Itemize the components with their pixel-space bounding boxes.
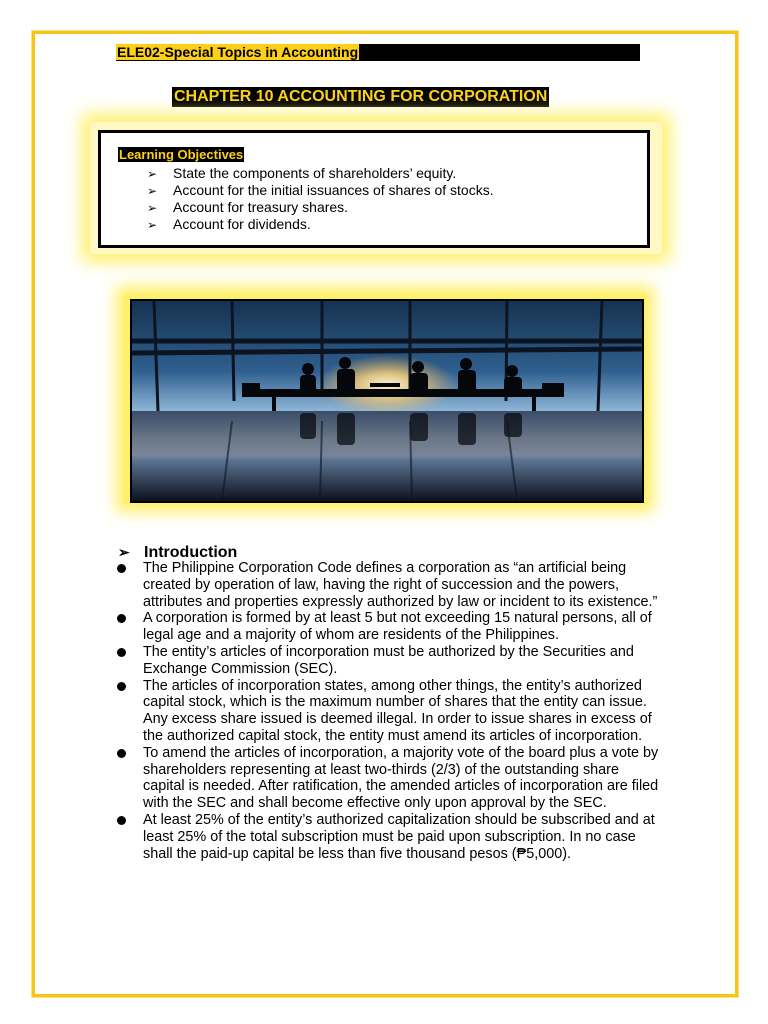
list-item: A corporation is formed by at least 5 but not exceeding 15 natural persons, all of legal age and a majority of whom are residents of the Philippines. [115, 610, 663, 644]
list-item: The Philippine Corporation Code defines a corporation as “an artificial being created by operation of law, having the right of succession and the powers, attributes and properties expressly authorized by law or incident to its existence.” [115, 560, 663, 610]
arrow-bullet-icon: ➢ [147, 184, 158, 198]
bullet-dot-icon [117, 614, 126, 623]
list-item: At least 25% of the entity’s authorized capitalization should be subscribed and at least 25% of the total subscription must be paid upon subscription. In no case shall the paid-up capital be less than five thousand pesos (₱5,000). [115, 812, 663, 862]
objective-item: ➢ Account for the initial issuances of shares of stocks. [147, 182, 494, 198]
introduction-list [115, 560, 663, 862]
bullet-dot-icon [117, 816, 126, 825]
course-header [116, 44, 640, 61]
arrow-bullet-icon: ➢ [147, 218, 158, 232]
arrow-bullet-icon: ➢ [118, 544, 130, 560]
introduction-heading: ➢ Introduction [118, 544, 238, 561]
list-item: The articles of incorporation states, among other things, the entity’s authorized capital stock, which is the maximum number of shares that the entity can issue. Any excess share issued is deemed illegal. In order to issue shares in excess of the authorized capital stock, the entity must amend its articles of incorporation. [115, 678, 663, 745]
bullet-dot-icon [117, 564, 126, 573]
objective-item: ➢ Account for dividends. [147, 216, 311, 232]
bullet-dot-icon [117, 648, 126, 657]
bullet-dot-icon [117, 682, 126, 691]
chapter-title: CHAPTER 10 ACCOUNTING FOR CORPORATION [174, 88, 548, 105]
objectives-heading: Learning Objectives [119, 147, 244, 162]
list-item: To amend the articles of incorporation, a majority vote of the board plus a vote by shareholders representing at least two-thirds (2/3) of the outstanding share capital is needed. After ratification, the amended articles of incorporation are filed with the SEC and shall become effective only upon approval by the SEC. [115, 745, 663, 812]
list-item: The entity’s articles of incorporation must be authorized by the Securities and Exchange Commission (SEC). [115, 644, 663, 678]
bullet-dot-icon [117, 749, 126, 758]
business-meeting-photo [130, 299, 644, 503]
course-title: ELE02-Special Topics in Accounting [117, 44, 359, 60]
arrow-bullet-icon: ➢ [147, 167, 158, 181]
objective-item: ➢ Account for treasury shares. [147, 199, 349, 215]
arrow-bullet-icon: ➢ [147, 201, 158, 215]
learning-objectives-box [98, 130, 650, 248]
objective-item: ➢ State the components of shareholders’ equity. [147, 165, 457, 181]
